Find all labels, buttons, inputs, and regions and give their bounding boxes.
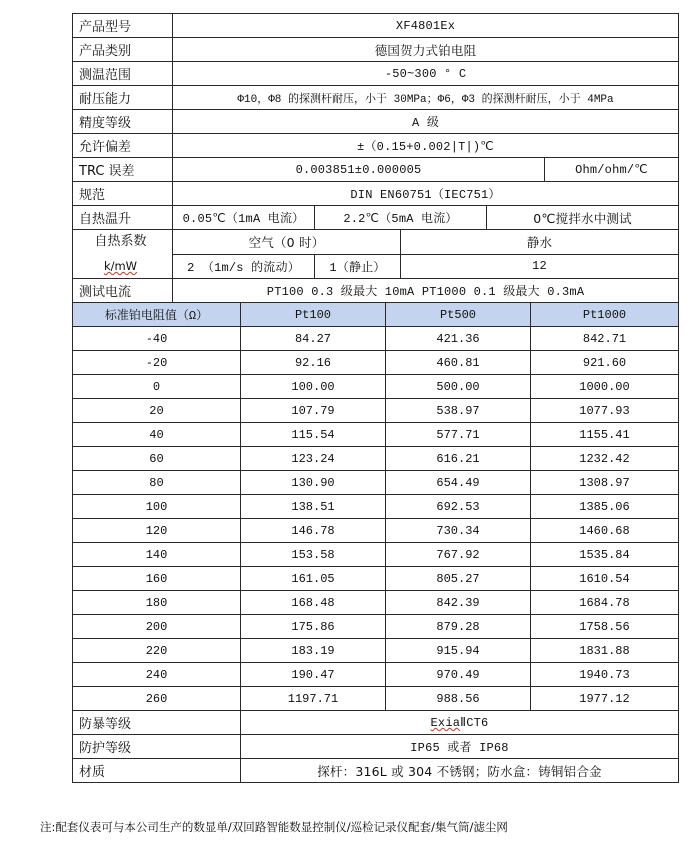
resistance-header-row	[73, 303, 679, 327]
accuracy-value: A 级	[173, 110, 679, 134]
pt500-cell: 500.00	[386, 375, 531, 399]
table-row	[73, 399, 679, 423]
pt1000-cell: 921.60	[531, 351, 679, 375]
trc-label: TRC 误差	[73, 158, 173, 182]
accuracy-label: 精度等级	[73, 110, 173, 134]
pt100-cell: 190.47	[241, 663, 386, 687]
temperature-cell: 20	[73, 399, 241, 423]
row-self-heat	[73, 206, 679, 230]
spec-table	[72, 13, 679, 303]
explosion-value-b: ⅡCT6	[460, 716, 489, 730]
explosion-label: 防暴等级	[73, 711, 241, 735]
pt100-cell: 84.27	[241, 327, 386, 351]
pt500-cell: 730.34	[386, 519, 531, 543]
temperature-cell: 220	[73, 639, 241, 663]
protection-value: IP65 或者 IP68	[241, 735, 679, 759]
row-trc	[73, 158, 679, 182]
heat-coeff-air: 空气（0 时）	[173, 230, 401, 255]
pt1000-cell: 1977.12	[531, 687, 679, 711]
pt500-cell: 460.81	[386, 351, 531, 375]
pt500-cell: 915.94	[386, 639, 531, 663]
model-value: XF4801Ex	[173, 14, 679, 38]
pressure-value: Φ10，Φ8 的探测杆耐压，小于 30MPa；Φ6，Φ3 的探测杆耐压，小于 4MPa	[173, 86, 679, 110]
table-row	[73, 327, 679, 351]
table-row	[73, 687, 679, 711]
pt1000-cell: 1155.41	[531, 423, 679, 447]
spec-sheet	[72, 13, 678, 783]
pt1000-cell: 1460.68	[531, 519, 679, 543]
row-current	[73, 279, 679, 303]
table-row	[73, 591, 679, 615]
resistance-header-pt100: Pt100	[241, 303, 386, 327]
pt1000-cell: 1684.78	[531, 591, 679, 615]
row-explosion	[73, 711, 679, 735]
temperature-cell: 200	[73, 615, 241, 639]
table-row	[73, 519, 679, 543]
pt100-cell: 168.48	[241, 591, 386, 615]
self-heat-5ma: 2.2℃（5mA 电流）	[315, 206, 487, 230]
pt1000-cell: 1385.06	[531, 495, 679, 519]
pt500-cell: 577.71	[386, 423, 531, 447]
row-range	[73, 62, 679, 86]
self-heat-label: 自热温升	[73, 206, 173, 230]
temperature-cell: 0	[73, 375, 241, 399]
pt100-cell: 183.19	[241, 639, 386, 663]
range-label: 测温范围	[73, 62, 173, 86]
pt100-cell: 100.00	[241, 375, 386, 399]
heat-coeff-label-line2: k/mW	[103, 259, 138, 273]
table-row	[73, 615, 679, 639]
pt500-cell: 616.21	[386, 447, 531, 471]
pt100-cell: 92.16	[241, 351, 386, 375]
row-model	[73, 14, 679, 38]
table-row	[73, 495, 679, 519]
standard-label: 规范	[73, 182, 173, 206]
current-value: PT100 0.3 级最大 10mA PT1000 0.1 级最大 0.3mA	[173, 279, 679, 303]
range-value: -50~300 ° C	[173, 62, 679, 86]
pt100-cell: 123.24	[241, 447, 386, 471]
temperature-cell: 180	[73, 591, 241, 615]
temperature-cell: 120	[73, 519, 241, 543]
heat-coeff-air-still: 1（静止）	[315, 254, 401, 279]
resistance-header-temp: 标准铂电阻值（Ω）	[73, 303, 241, 327]
table-row	[73, 543, 679, 567]
standard-value: DIN EN60751（IEC751）	[173, 182, 679, 206]
material-value: 探杆：316L 或 304 不锈钢；防水盒：铸铜铝合金	[241, 759, 679, 783]
pt500-cell: 805.27	[386, 567, 531, 591]
temperature-cell: 260	[73, 687, 241, 711]
explosion-value-a: Exia	[430, 716, 461, 730]
pt1000-cell: 1940.73	[531, 663, 679, 687]
pt1000-cell: 1232.42	[531, 447, 679, 471]
pt500-cell: 988.56	[386, 687, 531, 711]
pt500-cell: 767.92	[386, 543, 531, 567]
category-label: 产品类别	[73, 38, 173, 62]
heat-coeff-label	[73, 230, 173, 279]
pressure-label: 耐压能力	[73, 86, 173, 110]
pt1000-cell: 1535.84	[531, 543, 679, 567]
material-label: 材质	[73, 759, 241, 783]
trc-unit: Ohm/ohm/℃	[545, 158, 679, 182]
temperature-cell: 240	[73, 663, 241, 687]
pt100-cell: 175.86	[241, 615, 386, 639]
row-category	[73, 38, 679, 62]
row-material	[73, 759, 679, 783]
current-label: 测试电流	[73, 279, 173, 303]
trc-value: 0.003851±0.000005	[173, 158, 545, 182]
row-heat-coeff-a	[73, 230, 679, 255]
pt1000-cell: 1308.97	[531, 471, 679, 495]
table-row	[73, 423, 679, 447]
pt500-cell: 970.49	[386, 663, 531, 687]
heat-coeff-water: 静水	[401, 230, 679, 255]
pt100-cell: 107.79	[241, 399, 386, 423]
resistance-header-pt1000: Pt1000	[531, 303, 679, 327]
row-deviation	[73, 134, 679, 158]
table-row	[73, 447, 679, 471]
temperature-cell: -40	[73, 327, 241, 351]
pt1000-cell: 1610.54	[531, 567, 679, 591]
temperature-cell: 40	[73, 423, 241, 447]
temperature-cell: -20	[73, 351, 241, 375]
heat-coeff-water-value: 12	[401, 254, 679, 279]
resistance-header-pt500: Pt500	[386, 303, 531, 327]
pt1000-cell: 1000.00	[531, 375, 679, 399]
pt500-cell: 654.49	[386, 471, 531, 495]
temperature-cell: 100	[73, 495, 241, 519]
model-label: 产品型号	[73, 14, 173, 38]
temperature-cell: 140	[73, 543, 241, 567]
temperature-cell: 60	[73, 447, 241, 471]
row-accuracy	[73, 110, 679, 134]
table-row	[73, 663, 679, 687]
table-row	[73, 351, 679, 375]
pt1000-cell: 1831.88	[531, 639, 679, 663]
pt500-cell: 842.39	[386, 591, 531, 615]
pt500-cell: 692.53	[386, 495, 531, 519]
pt500-cell: 538.97	[386, 399, 531, 423]
table-row	[73, 471, 679, 495]
table-row	[73, 375, 679, 399]
deviation-label: 允许偏差	[73, 134, 173, 158]
footnote: 注:配套仪表可与本公司生产的数显单/双回路智能数显控制仪/巡检记录仪配套/集气筒/滤尘网	[40, 820, 508, 834]
pt500-cell: 421.36	[386, 327, 531, 351]
pt1000-cell: 842.71	[531, 327, 679, 351]
row-standard	[73, 182, 679, 206]
pt500-cell: 879.28	[386, 615, 531, 639]
row-protection	[73, 735, 679, 759]
pt100-cell: 115.54	[241, 423, 386, 447]
heat-coeff-label-line1: 自热系数	[94, 234, 147, 249]
temperature-cell: 160	[73, 567, 241, 591]
table-row	[73, 567, 679, 591]
resistance-table	[72, 302, 679, 711]
pt100-cell: 146.78	[241, 519, 386, 543]
pt1000-cell: 1758.56	[531, 615, 679, 639]
temperature-cell: 80	[73, 471, 241, 495]
row-pressure	[73, 86, 679, 110]
pt100-cell: 130.90	[241, 471, 386, 495]
footer-table	[72, 710, 679, 783]
pt100-cell: 161.05	[241, 567, 386, 591]
deviation-value: ±（0.15+0.002|T|)℃	[173, 134, 679, 158]
self-heat-water: 0℃搅拌水中测试	[487, 206, 679, 230]
explosion-value	[241, 711, 679, 735]
table-row	[73, 639, 679, 663]
protection-label: 防护等级	[73, 735, 241, 759]
pt100-cell: 1197.71	[241, 687, 386, 711]
pt100-cell: 153.58	[241, 543, 386, 567]
self-heat-1ma: 0.05℃（1mA 电流）	[173, 206, 315, 230]
category-value: 德国贺力式铂电阻	[173, 38, 679, 62]
pt1000-cell: 1077.93	[531, 399, 679, 423]
heat-coeff-air-flow: 2 （1m/s 的流动）	[173, 254, 315, 279]
pt100-cell: 138.51	[241, 495, 386, 519]
